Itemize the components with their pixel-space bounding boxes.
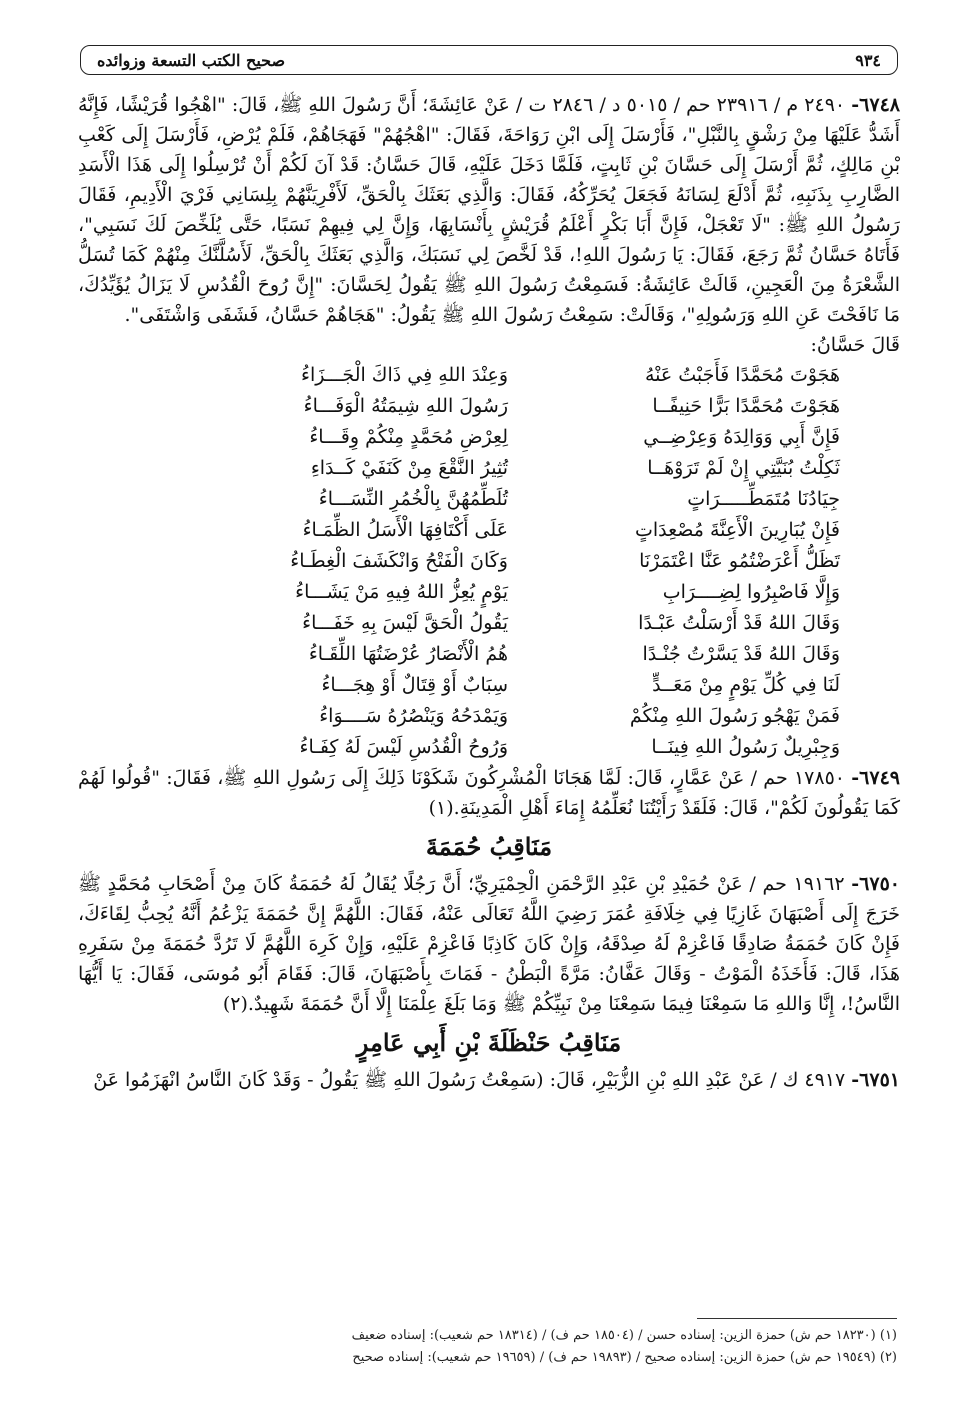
section-heading: مَنَاقِبُ حُمَمَةَ [425,832,553,861]
page-number: ٩٣٤ [855,50,881,70]
hemistich-first: وَقَالَ اللهُ قَدْ أَرْسَلْتُ عَبْـدًا [638,612,840,634]
footnote: (٢) (١٩٥٤٩ حم ش) حمزة الزين: إسناده صحيح / (١٩٨٩٣ حم ف) / (١٩٦٥٩ حم شعيب): إسناده صحيح [352,1350,897,1365]
hadith-number: ٦٧٤٨- [851,94,900,116]
footnote-divider [697,1318,897,1319]
verse [78,670,900,701]
hemistich-second: تُثِيرُ النَّقْعَ مِنْ كَنَفَيْ كَــدَاءِ [310,457,508,479]
hemistich-first: وَقَالَ اللهُ قَدْ يَسَّرْتُ جُنْـدًا [642,643,840,665]
hemistich-first: فَإِنَّ أَبِي وَوَالِدَهُ وَعِرْضِــي [643,426,840,448]
poem-intro: قَالَ حَسَّانُ: [810,334,900,356]
hemistich-second: لِعِرْضِ مُحَمَّدٍ مِنْكُمْ وِقَـــاءُ [309,426,508,448]
hemistich-second: تُلَطِّمُهُنَّ بِالْخُمُرِ النِّسَـــاءُ [318,488,508,510]
hemistich-second: وَعِنْدَ اللهِ فِي ذَاكَ الْجَـــزَاءُ [301,364,508,386]
section-heading: مَنَاقِبُ حَنْظَلَةَ بْنِ أَبِي عَامِرٍ [356,1028,622,1057]
verse [78,639,900,670]
hadith-6750 [78,869,900,1019]
hemistich-second: سِبَابٌ أَوْ قِتَالٌ أَوْ هِجَـــاءُ [321,674,508,696]
hemistich-first: لَنَا فِي كُلِّ يَوْمٍ مِنْ مَعَــدٍّ [652,674,840,696]
hadith-text: ١٧٨٥٠ حم / عَنْ عَمَّارٍ، قَالَ: لَمَّا هَجَانَا الْمُشْرِكُونَ شَكَوْنَا ذَلِكَ إِلَى رَسُولِ اللهِ ﷺ، فَقَالَ: "قُولُوا لَهُمْ كَمَا يَقُولُونَ لَكُمْ"، قَالَ: فَلَقَدْ رَأَيْتُنَا نُعَلِّمُهُ إِمَاءَ أَهْلِ الْمَدِينَةِ.(١) [78,767,900,819]
hemistich-second: وَكَانَ الْفَتْحُ وَانْكَشَفَ الْغِطَـاءُ [290,550,508,572]
hemistich-first: هَجَوْتَ مُحَمَّدًا بَرًّا حَنِيفًــا [652,395,840,417]
verse [78,360,900,391]
hadith-text: ٤٩١٧ ك / عَنْ عَبْدِ اللهِ بْنِ الزُّبَيْرِ، قَالَ: (سَمِعْتُ رَسُولَ اللهِ ﷺ يَقُولُ - وَقَدْ كَانَ النَّاسُ انْهَزَمُوا عَنْ [93,1069,846,1091]
hemistich-first: فَإِنْ يُبَارِينَ الْأَعِنَّةَ مُصْعِدَاتٍ [634,519,840,541]
hadith-6751 [78,1065,900,1095]
verse [78,577,900,608]
hemistich-first: تَظَلُّ أَعْرَضْتُمُو عَنَّا اعْتَمَرْنَا [639,550,840,572]
hadith-6748 [78,90,900,330]
poem [78,360,900,763]
hemistich-second: وَرُوحُ الْقُدُسِ لَيْسَ لَهُ كِفَـاءُ [299,736,508,758]
verse [78,453,900,484]
verse [78,701,900,732]
hemistich-first: وَإِلَّا فَاصْبِرُوا لِضِــــرَابِ [662,581,840,603]
verse [78,391,900,422]
hadith-6749 [78,763,900,823]
footnotes [75,1318,897,1369]
hemistich-first: ثَكِلْتُ بُنَيَّتِي إِنْ لَمْ تَرَوْهَــا [647,457,840,479]
hemistich-second: عَلَى أَكْتَافِهَا الْأَسَلُ الظِّمَـاءُ [302,519,508,541]
hemistich-first: فَمَنْ يَهْجُو رَسُولَ اللهِ مِنْكُمْ [629,705,840,727]
hemistich-first: هَجَوْتَ مُحَمَّدًا فَأَجَبْتُ عَنْهُ [644,364,840,386]
footnote: (١) (١٨٢٣٠ حم ش) حمزة الزين: إسناده حسن / (١٨٥٠٤ حم ف) / (١٨٣١٤ حم شعيب): إسناده ضعيف [351,1328,897,1343]
page-header [80,45,898,75]
hadith-text: ٢٤٩٠ م / ٢٣٩١٦ حم / ٥٠١٥ د / ٢٨٤٦ ت / عَنْ عَائِشَةَ؛ أَنَّ رَسُولَ اللهِ ﷺ، قَالَ: "اهْجُوا قُرَيْشًا، فَإِنَّهُ أَشَدُّ عَلَيْهَا مِنْ رَشْقٍ بِالنَّبْلِ"، فَأَرْسَلَ إِلَى ابْنِ رَوَاحَةَ، فَقَالَ: "اهْجُهُمْ" فَهَجَاهُمْ، فَلَمْ يُرْضِ، فَأَرْسَلَ إِلَى كَعْبِ بْنِ مَالِكٍ، ثُمَّ أَرْسَلَ إِلَى حَسَّانَ بْنِ ثَابِتٍ، فَلَمَّا دَخَلَ عَلَيْهِ، قَالَ حَسَّانُ: قَدْ آنَ لَكُمْ أَنْ تُرْسِلُوا إِلَى هَذَا الْأَسَدِ الضَّارِبِ بِذَنَبِهِ، ثُمَّ أَدْلَعَ لِسَانَهُ فَجَعَلَ يُحَرِّكُهُ، فَقَالَ: وَالَّذِي بَعَثَكَ بِالْحَقِّ، لَأَفْرِيَنَّهُمْ بِلِسَانِي فَرْيَ الْأَدِيمِ، فَقَالَ رَسُولُ اللهِ ﷺ: "لَا تَعْجَلْ، فَإِنَّ أَبَا بَكْرٍ أَعْلَمُ قُرَيْشٍ بِأَنْسَابِهَا، وَإِنَّ لِي فِيهِمْ نَسَبًا، حَتَّى يُلَخِّصَ لَكَ نَسَبِي"، فَأَتَاهُ حَسَّانُ ثُمَّ رَجَعَ، فَقَالَ: يَا رَسُولَ اللهِ!، قَدْ لَخَّصَ لِي نَسَبَكَ، وَالَّذِي بَعَثَكَ بِالْحَقِّ، لَأَسُلَّنَّكَ مِنْهُمْ كَمَا تُسَلُّ الشَّعْرَةُ مِنَ الْعَجِينِ، قَالَتْ عَائِشَةُ: فَسَمِعْتُ رَسُولَ اللهِ ﷺ يَقُولُ لِحَسَّانَ: "إِنَّ رُوحَ الْقُدُسِ لَا يَزَالُ يُؤَيِّدُكَ، مَا نَافَحْتَ عَنِ اللهِ وَرَسُولِهِ"، وَقَالَتْ: سَمِعْتُ رَسُولَ اللهِ ﷺ يَقُولُ: "هَجَاهُمْ حَسَّانُ، فَشَفَى وَاشْتَفَى". [78,94,900,326]
hemistich-second: هُمُ الْأَنْصَارُ عُرْضَتُهَا اللِّقَـاءُ [308,643,508,665]
verse [78,484,900,515]
hemistich-second: رَسُولَ اللهِ شِيمَتُهُ الْوَفَـــاءُ [303,395,508,417]
hadith-number: ٦٧٥٠- [851,873,900,895]
verse [78,546,900,577]
hemistich-second: يَقُولُ الْحَقَّ لَيْسَ بِهِ خَفَـــاءُ [302,612,508,634]
hadith-number: ٦٧٥١- [851,1069,900,1091]
page-content [78,90,900,1095]
verse [78,608,900,639]
hadith-number: ٦٧٤٩- [851,767,900,789]
hadith-text: ١٩١٦٢ حم / عَنْ حُمَيْدِ بْنِ عَبْدِ الرَّحْمَنِ الْحِمْيَرِيِّ؛ أَنَّ رَجُلًا يُقَالُ لَهُ حُمَمَةُ كَانَ مِنْ أَصْحَابِ مُحَمَّدٍ ﷺ خَرَجَ إِلَى أَصْبَهَانَ غَازِيًا فِي خِلَافَةِ عُمَرَ رَضِيَ اللَّهُ تَعَالَى عَنْهُ، فَقَالَ: اللَّهُمَّ إِنَّ حُمَمَةَ يَزْعُمُ أَنَّهُ يُحِبُّ لِقَاءَكَ، فَإِنْ كَانَ حُمَمَةُ صَادِقًا فَاعْزِمْ لَهُ صِدْقَهُ، وَإِنْ كَانَ كَاذِبًا فَاعْزِمْ عَلَيْهِ، وَإِنْ كَرِهَ اللَّهُمَّ لَا تَرُدَّ حُمَمَةَ مِنْ سَفَرِهِ هَذَا، قَالَ: فَأَخَذَهُ الْمَوْتُ - وَقَالَ عَفَّانُ: مَرَّةً الْبَطْنُ - فَمَاتَ بِأَصْبَهَانَ، قَالَ: فَقَامَ أَبُو مُوسَى، فَقَالَ: يَا أَيُّهَا النَّاسُ!، إِنَّا وَاللهِ مَا سَمِعْنَا فِيمَا سَمِعْنَا مِنْ نَبِيِّكُمْ ﷺ وَمَا بَلَغَ عِلْمَنَا إِلَّا أَنَّ حُمَمَةَ شَهِيدٌ.(٢) [78,873,900,1015]
verse [78,422,900,453]
hemistich-second: يَوْمٍ يُعِزُّ اللهُ فِيهِ مَنْ يَشَـــاءُ [295,581,508,603]
hemistich-first: جِيَادُنَا مُتَمَطِّـــــرَاتٍ [687,488,840,510]
hemistich-second: وَيَمْدَحُهُ وَيَنْصُرُهُ سَــــوَاءُ [319,705,508,727]
verse [78,515,900,546]
verse [78,732,900,763]
book-title: صحيح الكتب التسعة وزوائده [97,50,286,70]
hemistich-first: وَجِبْرِيلٌ رَسُولُ اللهِ فِينَــا [651,736,840,758]
